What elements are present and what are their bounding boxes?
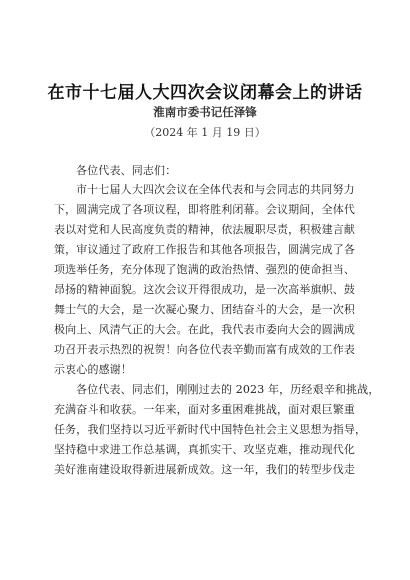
paragraph-line: 舞士气的大会，是一次凝心聚力、团结奋斗的大会，是一次积 — [54, 303, 356, 316]
paragraph-line: 市十七届人大四次会议在全体代表和与会同志的共同努力 — [76, 183, 355, 196]
paragraph-line: 任务，我们坚持以习近平新时代中国特色社会主义思想为指导， — [54, 423, 367, 436]
document-title: 在市十七届人大四次会议闭幕会上的讲话 — [47, 83, 363, 103]
paragraph-line: 示衷心的感谢！ — [54, 363, 133, 376]
paragraph-line: 各位代表、同志们，刚刚过去的 2023 年，历经艰辛和挑战， — [76, 383, 380, 396]
paragraph-line: 极向上、风清气正的大会。在此，我代表市委向大会的圆满成 — [54, 323, 356, 336]
paragraph-line: 下，圆满完成了各项议程，即将胜利闭幕。会议期间，全体代 — [54, 203, 356, 216]
document-author: 淮南市委书记任泽锋 — [153, 105, 257, 119]
paragraph-line: 美好淮南建设取得新进展新成效。这一年，我们的转型步伐走 — [54, 463, 356, 476]
paragraph-line: 功召开表示热烈的祝贺！向各位代表辛勤而富有成效的工作表 — [54, 343, 356, 356]
paragraph-line: 充满奋斗和收获。一年来，面对多重困难挑战，面对艰巨繁重 — [54, 403, 356, 416]
paragraph-line: 项选举任务，充分体现了饱满的政治热情、强烈的使命担当、 — [54, 263, 356, 276]
document-date: （2024 年 1 月 19 日） — [144, 126, 266, 139]
paragraph-line: 表以对党和人民高度负责的精神，依法履职尽责，积极建言献 — [54, 223, 356, 236]
paragraph-line: 策，审议通过了政府工作报告和其他各项报告，圆满完成了各 — [54, 243, 356, 256]
paragraph-line: 昂扬的精神面貌。这次会议开得很成功，是一次高举旗帜、鼓 — [54, 283, 356, 296]
salutation-line: 各位代表、同志们： — [76, 164, 177, 177]
paragraph-line: 坚持稳中求进工作总基调，真抓实干、攻坚克难，推动现代化 — [54, 443, 356, 456]
